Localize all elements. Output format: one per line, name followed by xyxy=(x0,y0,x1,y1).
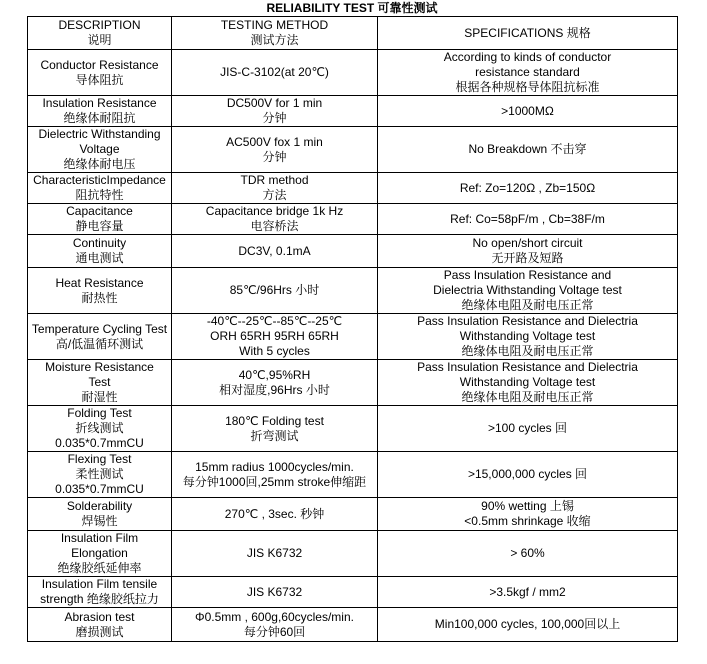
table-row xyxy=(28,127,678,173)
description-line: Voltage xyxy=(79,142,120,156)
testing-method-cell xyxy=(172,314,378,360)
testing-method-line: 折弯测试 xyxy=(250,428,299,443)
specification-line: According to kinds of conductor xyxy=(443,50,612,64)
table-row xyxy=(28,452,678,498)
testing-method-line: JIS-C-3102(at 20℃) xyxy=(220,65,329,79)
specification-cell xyxy=(378,498,678,531)
testing-method-cell xyxy=(172,531,378,577)
specification-cell xyxy=(378,452,678,498)
specification-line: 绝缘体电阻及耐电压正常 xyxy=(461,344,594,358)
sheet-title: RELIABILITY TEST 可靠性测试 xyxy=(266,1,438,15)
table-row xyxy=(28,268,678,314)
table-row xyxy=(28,531,678,577)
description-line: Elongation xyxy=(71,546,128,560)
description-line: Capacitance xyxy=(66,204,133,218)
testing-method-line: TDR method xyxy=(240,173,309,187)
table-header-row xyxy=(28,17,678,50)
description-line: 0.035*0.7mmCU xyxy=(55,482,144,496)
testing-method-line: 方法 xyxy=(262,188,287,202)
testing-method-cell xyxy=(172,608,378,642)
testing-method-line: 分钟 xyxy=(262,149,287,164)
description-cell xyxy=(28,406,172,452)
description-cell xyxy=(28,127,172,173)
table-row xyxy=(28,314,678,360)
description-line: 绝缘体耐阻抗 xyxy=(63,111,136,125)
description-line: Test xyxy=(88,375,111,389)
header-description-line: 说明 xyxy=(87,33,112,47)
testing-method-cell xyxy=(172,96,378,127)
description-line: 通电测试 xyxy=(75,251,124,265)
description-line: 磨损测试 xyxy=(75,624,124,639)
description-cell xyxy=(28,360,172,406)
description-line: Insulation Film xyxy=(60,531,139,545)
testing-method-line: 分钟 xyxy=(262,111,287,125)
description-cell xyxy=(28,235,172,268)
header-testing-method-line: 测试方法 xyxy=(250,33,299,47)
table-row xyxy=(28,498,678,531)
testing-method-cell xyxy=(172,127,378,173)
specification-cell xyxy=(378,235,678,268)
description-line: Insulation Resistance xyxy=(42,96,157,110)
description-line: Moisture Resistance xyxy=(45,360,154,374)
specification-line: Pass Insulation Resistance and xyxy=(443,268,612,282)
specification-line: Withstanding Voltage test xyxy=(459,329,596,343)
description-line: 耐热性 xyxy=(81,290,118,305)
table-row xyxy=(28,235,678,268)
specification-line: 90% wetting 上锡 xyxy=(481,499,574,513)
testing-method-line: 40℃,95%RH xyxy=(238,367,311,382)
testing-method-line: 180℃ Folding test xyxy=(225,413,324,428)
testing-method-line: JIS K6732 xyxy=(246,546,303,560)
description-cell xyxy=(28,577,172,608)
table-body xyxy=(28,50,678,642)
testing-method-cell xyxy=(172,268,378,314)
description-line: 耐湿性 xyxy=(81,390,118,404)
specification-cell xyxy=(378,314,678,360)
specification-cell xyxy=(378,50,678,96)
testing-method-line: DC3V, 0.1mA xyxy=(238,243,311,258)
specification-cell xyxy=(378,127,678,173)
table-row xyxy=(28,360,678,406)
description-cell xyxy=(28,204,172,235)
description-line: 绝缘胶纸延伸率 xyxy=(57,561,142,575)
specification-line: Ref: Co=58pF/m , Cb=38F/m xyxy=(450,211,605,226)
testing-method-line: ORH 65RH 95RH 65RH xyxy=(210,329,339,343)
testing-method-cell xyxy=(172,235,378,268)
specification-line: Pass Insulation Resistance and Dielectria xyxy=(417,314,638,328)
specification-line: Min100,000 cycles, 100,000回以上 xyxy=(434,617,621,631)
description-cell xyxy=(28,314,172,360)
specification-cell xyxy=(378,268,678,314)
testing-method-line: Φ0.5mm , 600g,60cycles/min. xyxy=(195,609,354,624)
reliability-test-sheet xyxy=(27,0,677,642)
testing-method-cell xyxy=(172,452,378,498)
specification-line: 无开路及短路 xyxy=(491,251,564,265)
table-row xyxy=(28,577,678,608)
specification-cell xyxy=(378,360,678,406)
description-line: Heat Resistance xyxy=(55,275,144,290)
specification-line: Withstanding Voltage test xyxy=(459,375,596,389)
header-testing-method-line: TESTING METHOD xyxy=(220,18,329,32)
specification-cell xyxy=(378,96,678,127)
testing-method-cell xyxy=(172,50,378,96)
specification-line: Dielectria Withstanding Voltage test xyxy=(433,283,622,297)
specification-line: Pass Insulation Resistance and Dielectria xyxy=(417,360,638,374)
description-line: 绝缘体耐电压 xyxy=(63,157,136,171)
description-line: 导体阻抗 xyxy=(75,72,124,87)
specification-line: 绝缘体电阻及耐电压正常 xyxy=(461,390,594,404)
testing-method-line: 270℃ , 3sec. 秒钟 xyxy=(224,506,325,521)
testing-method-line: 相对湿度,96Hrs 小时 xyxy=(219,382,330,397)
specification-cell xyxy=(378,173,678,204)
specification-cell xyxy=(378,531,678,577)
specification-cell xyxy=(378,577,678,608)
reliability-test-table xyxy=(27,16,678,642)
description-line: 柔性测试 xyxy=(75,467,124,481)
description-cell xyxy=(28,96,172,127)
description-cell xyxy=(28,268,172,314)
testing-method-line: -40℃--25℃--85℃--25℃ xyxy=(206,314,343,328)
specification-line: > 60% xyxy=(510,546,545,560)
specification-line: >100 cycles 回 xyxy=(487,421,568,435)
specification-line: >1000MΩ xyxy=(501,103,554,118)
table-row xyxy=(28,204,678,235)
description-cell xyxy=(28,531,172,577)
description-line: 阻抗特性 xyxy=(75,188,124,202)
testing-method-cell xyxy=(172,406,378,452)
specification-cell xyxy=(378,406,678,452)
testing-method-line: JIS K6732 xyxy=(246,584,303,599)
description-line: Continuity xyxy=(72,236,127,250)
description-cell xyxy=(28,608,172,642)
table-row xyxy=(28,173,678,204)
description-line: 高/低温循环测试 xyxy=(55,336,144,351)
specification-cell xyxy=(378,608,678,642)
testing-method-cell xyxy=(172,498,378,531)
specification-line: <0.5mm shrinkage 收缩 xyxy=(464,514,591,528)
description-line: Conductor Resistance xyxy=(40,57,159,72)
description-line: Dielectric Withstanding xyxy=(38,127,161,141)
description-cell xyxy=(28,498,172,531)
testing-method-line: With 5 cycles xyxy=(239,344,310,358)
testing-method-line: 每分钟1000回,25mm stroke伸缩距 xyxy=(182,474,367,489)
header-specifications xyxy=(378,17,678,50)
description-cell xyxy=(28,50,172,96)
specification-line: >3.5kgf / mm2 xyxy=(489,584,566,599)
table-row xyxy=(28,406,678,452)
testing-method-line: Capacitance bridge 1k Hz xyxy=(205,204,344,218)
specification-line: resistance standard xyxy=(475,65,580,79)
testing-method-cell xyxy=(172,360,378,406)
description-line: 焊锡性 xyxy=(81,514,118,528)
testing-method-line: 85℃/96Hrs 小时 xyxy=(229,283,320,297)
description-line: strength 绝缘胶纸拉力 xyxy=(40,592,159,606)
header-description-line: DESCRIPTION xyxy=(58,18,141,32)
description-cell xyxy=(28,452,172,498)
specification-line: 绝缘体电阻及耐电压正常 xyxy=(461,298,594,312)
testing-method-line: 电容桥法 xyxy=(250,219,299,233)
specification-line: Ref: Zo=120Ω , Zb=150Ω xyxy=(459,180,596,195)
description-line: 静电容量 xyxy=(75,219,124,233)
testing-method-cell xyxy=(172,577,378,608)
header-specifications-line: SPECIFICATIONS 规格 xyxy=(464,25,591,40)
testing-method-cell xyxy=(172,173,378,204)
testing-method-cell xyxy=(172,204,378,235)
table-row xyxy=(28,608,678,642)
description-line: 折线测试 xyxy=(75,421,124,435)
testing-method-line: 15mm radius 1000cycles/min. xyxy=(195,459,354,474)
header-testing-method xyxy=(172,17,378,50)
testing-method-line: DC500V for 1 min xyxy=(226,96,323,110)
description-line: 0.035*0.7mmCU xyxy=(55,436,144,450)
specification-line: No open/short circuit xyxy=(472,236,583,250)
description-line: Abrasion test xyxy=(64,609,135,624)
description-line: Folding Test xyxy=(67,406,132,420)
testing-method-line: 每分钟60回 xyxy=(243,624,306,639)
specification-cell xyxy=(378,204,678,235)
table-row xyxy=(28,50,678,96)
description-line: Insulation Film tensile xyxy=(41,577,158,591)
table-row xyxy=(28,96,678,127)
header-description xyxy=(28,17,172,50)
description-line: Flexing Test xyxy=(67,452,132,466)
description-line: Temperature Cycling Test xyxy=(31,321,168,336)
specification-line: No Breakdown 不击穿 xyxy=(468,142,587,156)
specification-line: >15,000,000 cycles 回 xyxy=(467,467,588,481)
description-cell xyxy=(28,173,172,204)
specification-line: 根据各种规格导体阻抗标准 xyxy=(455,80,600,94)
description-line: CharacteristicImpedance xyxy=(33,173,166,187)
testing-method-line: AC500V fox 1 min xyxy=(226,134,323,149)
description-line: Solderability xyxy=(66,499,133,513)
